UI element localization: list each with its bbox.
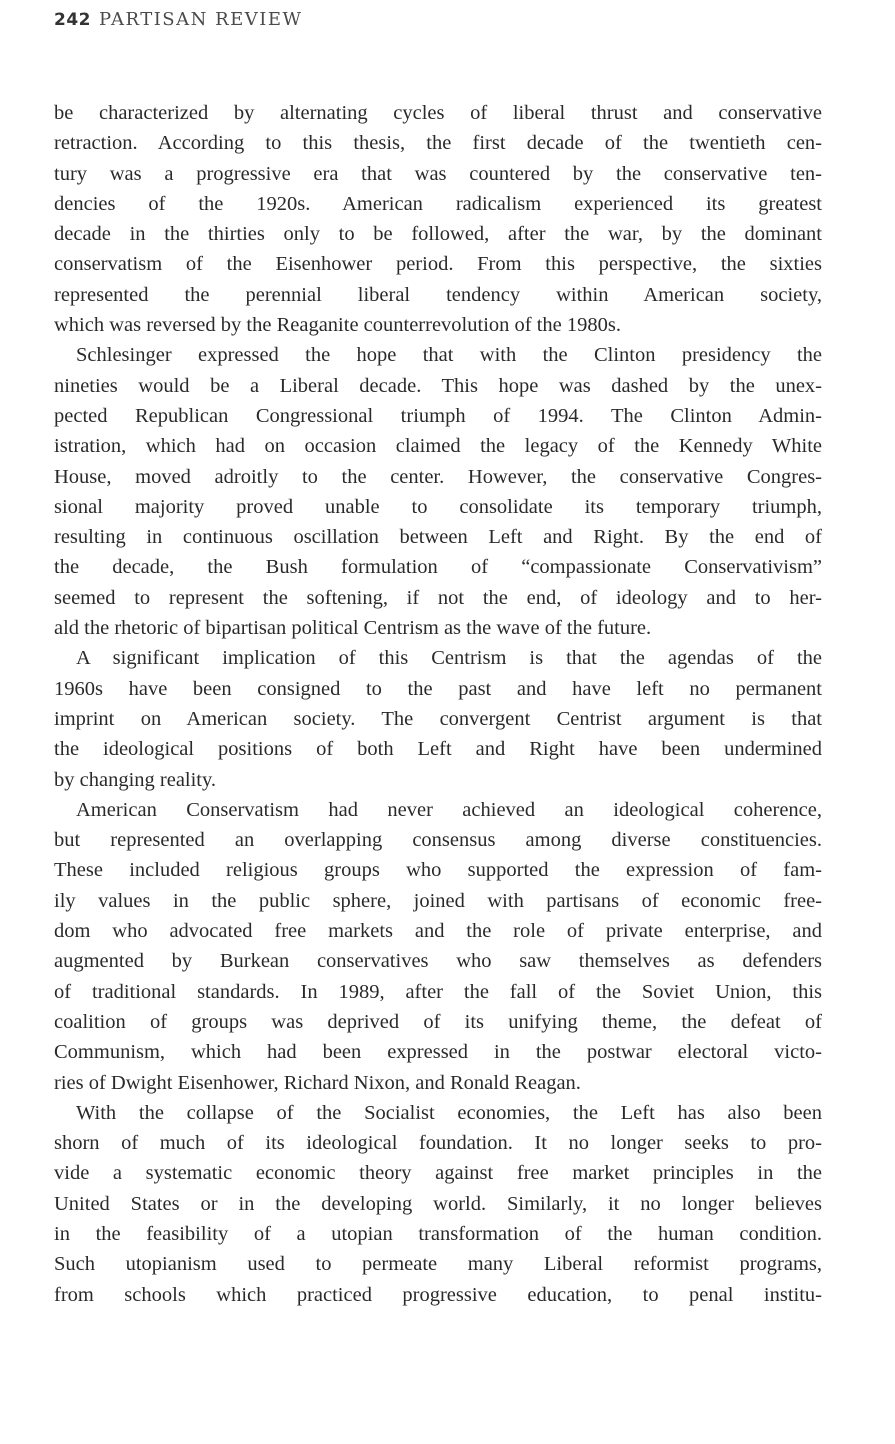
- text-line: ries of Dwight Eisenhower, Richard Nixon, and Ronald Reagan.: [54, 1071, 581, 1094]
- text-line: augmented by Burkean conservatives who saw themselves as defenders: [54, 950, 822, 973]
- text-line: vide a systematic economic theory against free market principles in the: [54, 1162, 822, 1185]
- text-line: American Conservatism had never achieved an ideological coherence,: [76, 798, 822, 821]
- text-line: from schools which practiced progressive education, to penal institu-: [54, 1283, 822, 1306]
- text-line: coalition of groups was deprived of its unifying theme, the defeat of: [54, 1010, 822, 1033]
- text-line: which was reversed by the Reaganite counterrevolution of the 1980s.: [54, 314, 621, 337]
- text-line: represented the perennial liberal tendency within American society,: [54, 283, 822, 306]
- text-line: Schlesinger expressed the hope that with the Clinton presidency the: [76, 344, 822, 367]
- running-head: [54, 9, 303, 30]
- text-line: imprint on American society. The convergent Centrist argument is that: [54, 707, 822, 730]
- text-line: A significant implication of this Centrism is that the agendas of the: [76, 647, 822, 670]
- paragraph: [54, 98, 822, 340]
- body-text: [54, 98, 822, 1310]
- text-line: pected Republican Congressional triumph of 1994. The Clinton Admin-: [54, 404, 822, 427]
- text-line: 1960s have been consigned to the past and have left no permanent: [54, 677, 822, 700]
- text-line: dencies of the 1920s. American radicalism experienced its greatest: [54, 192, 822, 215]
- paragraph: [54, 340, 822, 643]
- text-line: but represented an overlapping consensus among diverse constituencies.: [54, 829, 822, 852]
- text-line: conservatism of the Eisenhower period. From this perspective, the sixties: [54, 253, 822, 276]
- text-line: in the feasibility of a utopian transformation of the human condition.: [54, 1222, 822, 1245]
- text-line: seemed to represent the softening, if not the end, of ideology and to her-: [54, 586, 822, 609]
- text-line: ily values in the public sphere, joined with partisans of economic free-: [54, 889, 822, 912]
- text-line: istration, which had on occasion claimed the legacy of the Kennedy White: [54, 435, 822, 458]
- text-line: Such utopianism used to permeate many Liberal reformist programs,: [54, 1253, 822, 1276]
- paragraph: [54, 643, 822, 794]
- text-line: shorn of much of its ideological foundation. It no longer seeks to pro-: [54, 1132, 822, 1155]
- text-line: resulting in continuous oscillation between Left and Right. By the end of: [54, 526, 822, 549]
- text-line: of traditional standards. In 1989, after the fall of the Soviet Union, this: [54, 980, 822, 1003]
- text-line: sional majority proved unable to consolidate its temporary triumph,: [54, 495, 822, 518]
- journal-title: PARTISAN REVIEW: [99, 9, 303, 30]
- text-line: be characterized by alternating cycles of liberal thrust and conservative: [54, 102, 822, 124]
- text-line: tury was a progressive era that was countered by the conservative ten-: [54, 162, 822, 185]
- text-line: decade in the thirties only to be followed, after the war, by the dominant: [54, 223, 822, 246]
- text-line: the decade, the Bush formulation of “compassionate Conservativism”: [54, 556, 822, 579]
- text-line: nineties would be a Liberal decade. This hope was dashed by the unex-: [54, 374, 822, 397]
- text-line: House, moved adroitly to the center. However, the conservative Congres-: [54, 465, 822, 488]
- text-line: the ideological positions of both Left and Right have been undermined: [54, 738, 822, 761]
- text-line: ald the rhetoric of bipartisan political Centrism as the wave of the future.: [54, 617, 652, 640]
- paragraph: [54, 1098, 822, 1310]
- text-line: Communism, which had been expressed in the postwar electoral victo-: [54, 1041, 822, 1064]
- text-line: by changing reality.: [54, 768, 217, 791]
- text-line: retraction. According to this thesis, the first decade of the twentieth cen-: [54, 132, 822, 155]
- paragraph: [54, 795, 822, 1098]
- text-line: These included religious groups who supported the expression of fam-: [54, 859, 822, 882]
- text-line: dom who advocated free markets and the role of private enterprise, and: [54, 920, 822, 943]
- text-line: With the collapse of the Socialist economies, the Left has also been: [76, 1101, 822, 1124]
- page-number: 242: [54, 10, 91, 30]
- text-line: United States or in the developing world. Similarly, it no longer believes: [54, 1192, 822, 1215]
